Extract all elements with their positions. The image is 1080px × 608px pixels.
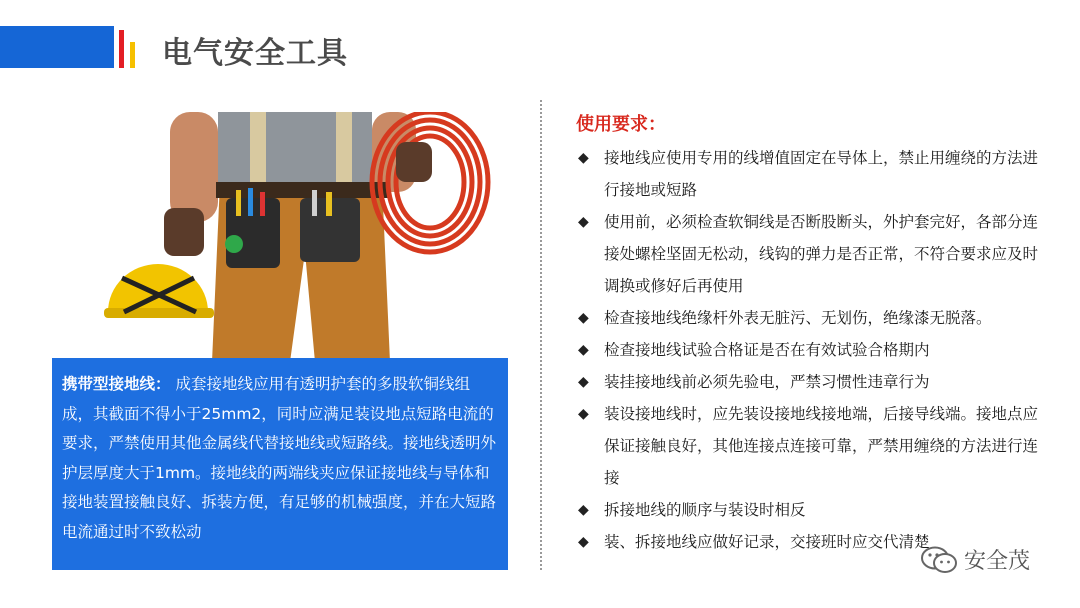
requirement-text: 拆接地线的顺序与装设时相反 [604,501,806,519]
requirement-item [578,398,1053,494]
requirement-text: 装挂接地线前必须先验电，严禁习惯性违章行为 [604,373,930,391]
requirement-item [578,334,1053,366]
electrician-photo [100,112,500,362]
requirement-text: 装设接地线时，应先装设接地线接地端，后接导线端。接地点应保证接触良好，其他连接点连接可靠，严禁用缠绕的方法进行连接 [604,405,1039,487]
description-box [52,358,508,570]
bullet-diamond-icon: ◆ [578,150,589,166]
title-accent-stripe-red [119,30,124,68]
requirements-list [578,142,1053,558]
title-accent-bar [0,26,114,68]
wechat-icon [920,545,958,575]
watermark-text: 安全茂 [964,549,1031,574]
bullet-diamond-icon: ◆ [578,374,589,390]
bullet-diamond-icon: ◆ [578,310,589,326]
dotted-divider [540,100,542,570]
requirement-text: 检查接地线试验合格证是否在有效试验合格期内 [604,341,930,359]
requirement-text: 装、拆接地线应做好记录，交接班时应交代清楚 [604,533,930,551]
bullet-diamond-icon: ◆ [578,342,589,358]
bullet-diamond-icon: ◆ [578,406,589,422]
bullet-diamond-icon: ◆ [578,214,589,230]
requirement-text: 检查接地线绝缘杆外表无脏污、无划伤，绝缘漆无脱落。 [604,309,992,327]
requirement-text: 接地线应使用专用的线增值固定在导体上，禁止用缠绕的方法进行接地或短路 [604,149,1039,199]
requirement-item [578,142,1053,206]
wechat-watermark [920,544,1030,575]
requirements-heading: 使用要求： [576,114,666,135]
page-title: 电气安全工具 [162,36,348,71]
description-label-text: 携带型接地线： [62,375,171,393]
bullet-diamond-icon: ◆ [578,502,589,518]
description-label [62,375,175,393]
requirement-item [578,494,1053,526]
bullet-diamond-icon: ◆ [578,534,589,550]
requirement-text: 使用前，必须检查软铜线是否断股断头，外护套完好，各部分连接处螺栓坚固无松动，线钩的弹力是否正常，不符合要求应及时调换或修好后再使用 [604,213,1039,295]
title-accent-stripe-yellow [130,42,135,68]
requirement-item [578,302,1053,334]
requirement-item [578,366,1053,398]
description-text: 成套接地线应用有透明护套的多股软铜线组成，其截面不得小于25mm2，同时应满足装设地点短路电流的要求，严禁使用其他金属线代替接地线或短路线。接地线透明外护层厚度大于1mm。接地线的两端线夹应保证接地线与导体和接地装置接触良好、拆装方便，有足够的机械强度，并在大短路电流通过时不致松动 [62,375,497,541]
requirement-item [578,206,1053,302]
